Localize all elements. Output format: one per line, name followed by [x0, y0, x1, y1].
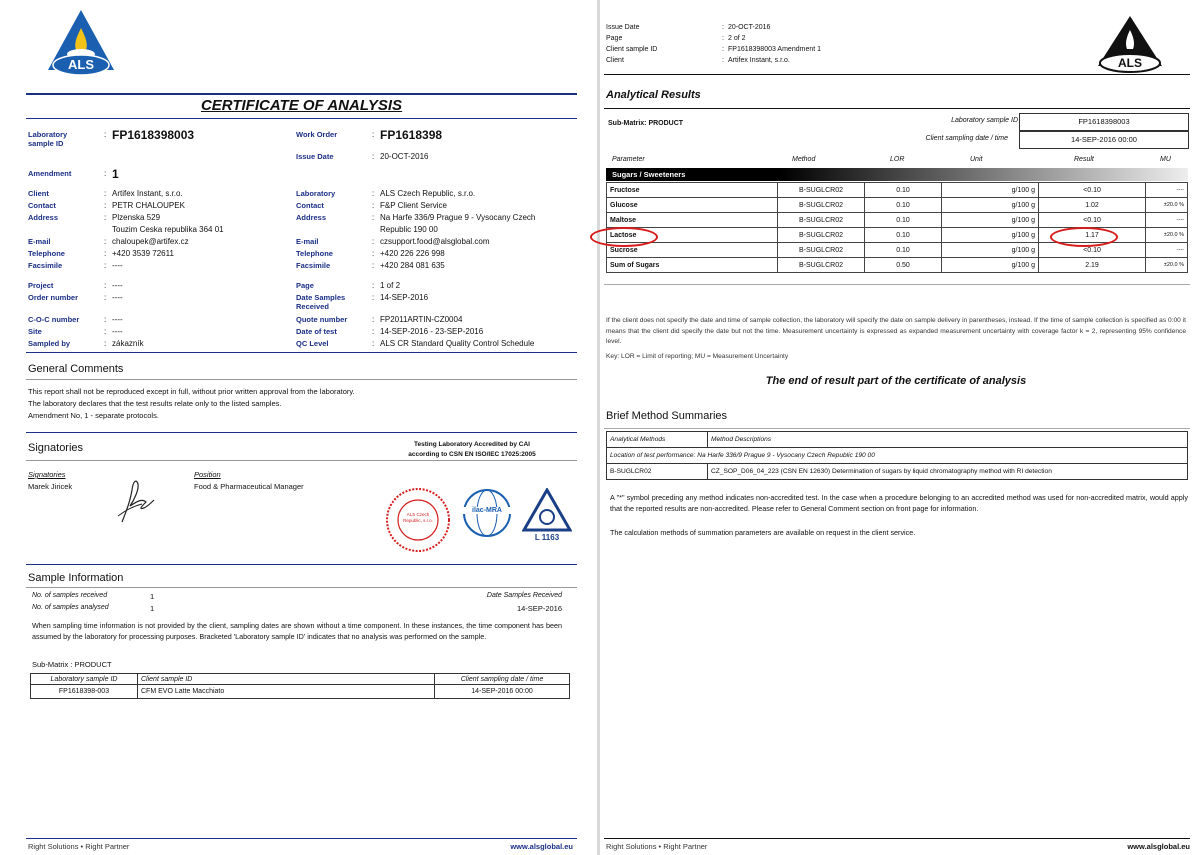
field-value: F&P Client Service — [380, 201, 447, 210]
table-header: Laboratory sample ID — [31, 674, 138, 685]
field-label: QC Level — [296, 339, 329, 348]
field-colon: : — [104, 293, 107, 302]
field-label: Site — [28, 327, 42, 336]
brief-method-title: Brief Method Summaries — [606, 410, 728, 422]
field-value: Touzim Ceska republika 364 01 — [112, 225, 224, 234]
field-colon: : — [372, 201, 375, 210]
signatories-column-label: Signatories — [28, 470, 66, 479]
footer-website-link[interactable]: www.alsglobal.eu — [510, 842, 573, 851]
als-stamp — [385, 487, 451, 553]
table-cell: B-SUGLCR02 — [607, 464, 708, 480]
field-colon: : — [372, 281, 375, 290]
result-unit-cell: g/100 g — [942, 258, 1039, 273]
result-lor-cell: 0.10 — [865, 183, 942, 198]
result-lor-cell: 0.10 — [865, 243, 942, 258]
header-colon: : — [722, 46, 724, 53]
result-param-cell: Glucose — [607, 198, 778, 213]
field-label: Order number — [28, 293, 79, 302]
header-colon: : — [722, 57, 724, 64]
section-rule — [604, 284, 1190, 285]
als-logo-text: ALS — [1118, 56, 1142, 70]
table-row — [31, 685, 570, 699]
footer-rule — [604, 838, 1190, 839]
field-label: Contact — [28, 201, 56, 210]
result-result-cell: <0.10 — [1039, 243, 1146, 258]
signatories-title: Signatories — [28, 442, 84, 454]
ilac-mra-logo — [462, 488, 512, 538]
sample-table — [30, 673, 570, 699]
field-value: ---- — [112, 281, 123, 290]
field-value: FP2011ARTIN-CZ0004 — [380, 315, 463, 324]
result-result-cell: <0.10 — [1039, 183, 1146, 198]
sub-matrix-label: Sub-Matrix: PRODUCT — [608, 120, 684, 127]
footer-website-link[interactable]: www.alsglobal.eu — [1127, 842, 1190, 851]
section-rule — [604, 428, 1190, 429]
client-date-value: 14-SEP-2016 00:00 — [1019, 131, 1189, 149]
result-unit-cell: g/100 g — [942, 243, 1039, 258]
field-colon: : — [372, 293, 375, 302]
signatories-rule — [26, 460, 577, 461]
header-label: Page — [606, 35, 623, 42]
field-label: Project — [28, 281, 54, 290]
field-label: Facsimile — [296, 261, 331, 270]
field-value: ---- — [112, 261, 123, 270]
title-rule-bottom — [26, 118, 577, 119]
field-label: Address — [296, 213, 327, 222]
non-accredited-note: A "*" symbol preceding any method indicates non-accredited test. In the case when a procedure belonging to an accredited method was used for non-accredited matrix, would apply that the reported results are non-accredited. Please refer to General Comment section on front page for information. — [610, 493, 1188, 513]
header-value: FP1618398003 Amendment 1 — [728, 46, 822, 53]
field-value: FP1618398003 — [112, 128, 195, 142]
result-lor-cell: 0.10 — [865, 198, 942, 213]
general-comment-1: This report shall not be reproduced except in full, without prior written approval from the laboratory. — [28, 387, 355, 396]
table-header: Client sample ID — [138, 674, 435, 685]
field-value: 1 of 2 — [380, 281, 401, 290]
result-method-cell: B-SUGLCR02 — [778, 243, 865, 258]
table-cell: 14-SEP-2016 00:00 — [435, 685, 570, 699]
result-mu-cell: ---- — [1146, 213, 1188, 228]
field-label: Laboratory — [296, 189, 336, 198]
signature-icon — [112, 472, 157, 524]
section-rule — [26, 352, 577, 353]
col-method: Method — [792, 156, 816, 163]
col-mu: MU — [1160, 156, 1171, 163]
field-label: Date Samples Received — [296, 293, 346, 311]
header-value: 20-OCT-2016 — [728, 24, 771, 31]
field-colon: : — [372, 249, 375, 258]
result-lor-cell: 0.50 — [865, 258, 942, 273]
result-param-cell: Sum of Sugars — [607, 258, 778, 273]
field-value: +420 226 226 998 — [380, 249, 445, 258]
result-unit-cell: g/100 g — [942, 213, 1039, 228]
field-label: Telephone — [28, 249, 65, 258]
result-result-cell: 1.02 — [1039, 198, 1146, 213]
end-of-results-text: The end of result part of the certificate of analysis — [765, 375, 1027, 387]
field-value: ---- — [112, 327, 123, 336]
field-value: Plzenska 529 — [112, 213, 161, 222]
field-value: ALS Czech Republic, s.r.o. — [380, 189, 476, 198]
field-label: Date of test — [296, 327, 337, 336]
field-value: czsupport.food@alsglobal.com — [380, 237, 490, 246]
lab-sample-label: Laboratory sample ID — [951, 117, 1018, 124]
field-label: Address — [28, 213, 59, 222]
footer-slogan: Right Solutions • Right Partner — [28, 842, 130, 851]
field-label: E-mail — [28, 237, 51, 246]
field-colon: : — [372, 189, 375, 198]
position-column-label: Position — [194, 470, 221, 479]
general-comment-3: Amendment No, 1 - separate protocols. — [28, 411, 159, 420]
header-label: Client sample ID — [606, 46, 658, 53]
table-row — [607, 258, 1188, 273]
field-value: ---- — [112, 293, 123, 302]
samples-received-label: No. of samples received — [32, 592, 108, 599]
date-received-value: 14-SEP-2016 — [516, 604, 562, 613]
field-label: Laboratory sample ID — [28, 130, 68, 148]
certificate-page-1 — [0, 0, 597, 855]
field-colon: : — [372, 339, 375, 348]
results-key: Key: LOR = Limit of reporting; MU = Measurement Uncertainty — [606, 353, 789, 360]
field-colon: : — [372, 130, 375, 139]
field-colon: : — [372, 152, 375, 161]
col-unit: Unit — [970, 156, 983, 163]
field-label: Facsimile — [28, 261, 63, 270]
analytical-results-title: Analytical Results — [606, 89, 701, 101]
col-result: Result — [1074, 156, 1094, 163]
col-lor: LOR — [890, 156, 905, 163]
client-date-label: Client sampling date / time — [925, 135, 1008, 142]
als-logo-text: ALS — [68, 57, 94, 72]
als-logo-black — [1092, 14, 1168, 74]
field-value: Republic 190 00 — [380, 225, 438, 234]
table-header-row — [31, 674, 570, 685]
field-colon: : — [372, 237, 375, 246]
title-rule-top — [26, 93, 577, 95]
field-colon: : — [104, 249, 107, 258]
field-value: PETR CHALOUPEK — [112, 201, 185, 210]
field-label: Contact — [296, 201, 324, 210]
result-unit-cell: g/100 g — [942, 228, 1039, 243]
field-value: chaloupek@artifex.cz — [112, 237, 189, 246]
sample-info-rule — [26, 587, 577, 588]
field-label: Sampled by — [28, 339, 71, 348]
table-cell: CZ_SOP_D06_04_223 (CSN EN 12630) Determination of sugars by liquid chromatography method with RI detection — [708, 464, 1188, 480]
result-lor-cell: 0.10 — [865, 213, 942, 228]
field-label: Amendment — [28, 169, 72, 178]
header-rule — [604, 74, 1190, 75]
lactose-highlight-ring — [590, 227, 658, 247]
field-label: Work Order — [296, 130, 338, 139]
table-header: Method Descriptions — [708, 432, 1188, 448]
result-mu-cell: ±20.0 % — [1146, 198, 1188, 213]
results-note: If the client does not specify the date and time of sample collection, the laboratory will specify the date on sample delivery in parentheses, instead. If the time of sample collection is specified as 0:00 it means that the client did specify the date but not the time. Measurement uncertainty is expressed as expanded measurement uncertainty with coverage factor k = 2, representing 95% confidence level. — [606, 317, 1186, 345]
header-label: Issue Date — [606, 24, 640, 31]
result-mu-cell: ---- — [1146, 243, 1188, 258]
samples-received-value: 1 — [150, 592, 155, 601]
result-method-cell: B-SUGLCR02 — [778, 183, 865, 198]
sample-info-note: When sampling time information is not provided by the client, sampling dates are shown without a time component. In these instances, the time component has been assumed by the laboratory for processing purposes. Bracketed 'Laboratory sample ID' indicates that no analysis was performed on the sample. — [32, 621, 562, 641]
cai-triangle-icon — [522, 488, 572, 532]
sub-matrix-label: Sub-Matrix : PRODUCT — [32, 660, 112, 669]
result-mu-cell: ---- — [1146, 183, 1188, 198]
field-colon: : — [104, 281, 107, 290]
field-label: Client — [28, 189, 49, 198]
field-value: FP1618398 — [380, 128, 443, 142]
field-value: 14-SEP-2016 - 23-SEP-2016 — [380, 327, 484, 336]
table-row — [607, 213, 1188, 228]
field-value: +420 284 081 635 — [380, 261, 445, 270]
lactose-result-highlight-ring — [1050, 227, 1118, 247]
stamp-text: ALS Czech Republic, s.r.o. — [403, 512, 433, 523]
field-colon: : — [372, 327, 375, 336]
result-unit-cell: g/100 g — [942, 198, 1039, 213]
certificate-page-2 — [600, 0, 1200, 855]
table-header: Analytical Methods — [607, 432, 708, 448]
samples-analysed-value: 1 — [150, 604, 155, 613]
table-header: Client sampling date / time — [435, 674, 570, 685]
table-cell: FP1618398-003 — [31, 685, 138, 699]
field-colon: : — [104, 213, 107, 222]
field-label: Issue Date — [296, 152, 334, 161]
samples-analysed-label: No. of samples analysed — [32, 604, 109, 611]
footer-rule — [26, 838, 577, 839]
field-colon: : — [372, 261, 375, 270]
field-colon: : — [104, 169, 107, 178]
sample-information-title: Sample Information — [28, 572, 124, 584]
header-colon: : — [722, 35, 724, 42]
general-comment-2: The laboratory declares that the test results relate only to the listed samples. — [28, 399, 282, 408]
general-comments-title: General Comments — [28, 363, 124, 375]
header-label: Client — [606, 57, 624, 64]
section-rule — [26, 564, 577, 565]
cai-logo — [522, 488, 572, 546]
field-colon: : — [104, 327, 107, 336]
field-colon: : — [104, 315, 107, 324]
date-received-label: Date Samples Received — [486, 592, 562, 599]
field-value: Na Harfe 336/9 Prague 9 - Vysocany Czech — [380, 213, 536, 222]
group-header: Sugars / Sweeteners — [606, 168, 1188, 181]
field-label: E-mail — [296, 237, 319, 246]
field-colon: : — [104, 189, 107, 198]
result-result-cell: 1.17 — [1039, 228, 1146, 243]
header-colon: : — [722, 24, 724, 31]
field-label: Page — [296, 281, 314, 290]
field-colon: : — [104, 261, 107, 270]
section-rule — [604, 108, 1190, 109]
field-label: Quote number — [296, 315, 348, 324]
col-parameter: Parameter — [612, 156, 645, 163]
table-header-row — [607, 432, 1188, 448]
ilac-text: ilac-MRA — [462, 507, 512, 514]
result-lor-cell: 0.10 — [865, 228, 942, 243]
field-colon: : — [104, 130, 107, 139]
field-label: C-O-C number — [28, 315, 80, 324]
field-colon: : — [104, 237, 107, 246]
result-mu-cell: ±20.0 % — [1146, 258, 1188, 273]
result-param-cell: Lactose — [607, 228, 778, 243]
header-value: Artifex Instant, s.r.o. — [728, 57, 790, 64]
table-row — [607, 464, 1188, 480]
field-value: 14-SEP-2016 — [380, 293, 429, 302]
field-value: +420 3539 72611 — [112, 249, 174, 258]
table-row — [607, 183, 1188, 198]
result-result-cell: 2.19 — [1039, 258, 1146, 273]
result-result-cell: <0.10 — [1039, 213, 1146, 228]
cai-number: L 1163 — [534, 533, 560, 542]
lab-sample-value: FP1618398003 — [1019, 113, 1189, 131]
field-colon: : — [372, 213, 375, 222]
field-value: 1 — [112, 167, 119, 181]
result-param-cell: Sucrose — [607, 243, 778, 258]
summation-note: The calculation methods of summation parameters are available on request in the client service. — [610, 528, 916, 537]
location-cell: Location of test performance: Na Harfe 336/9 Prague 9 - Vysocany Czech Republic 190 00 — [607, 448, 1188, 464]
header-value: 2 of 2 — [728, 35, 746, 42]
table-cell: CFM EVO Latte Macchiato — [138, 685, 435, 699]
field-colon: : — [372, 315, 375, 324]
result-param-cell: Maltose — [607, 213, 778, 228]
signatory-name: Marek Jiricek — [28, 482, 73, 491]
field-value: ---- — [112, 315, 123, 324]
result-method-cell: B-SUGLCR02 — [778, 258, 865, 273]
result-method-cell: B-SUGLCR02 — [778, 198, 865, 213]
field-value: 20-OCT-2016 — [380, 152, 429, 161]
field-value: ALS CR Standard Quality Control Schedule — [380, 339, 535, 348]
table-row — [607, 198, 1188, 213]
result-unit-cell: g/100 g — [942, 183, 1039, 198]
field-colon: : — [104, 201, 107, 210]
result-param-cell: Fructose — [607, 183, 778, 198]
signatory-position: Food & Pharmaceutical Manager — [194, 482, 304, 491]
footer-slogan: Right Solutions • Right Partner — [606, 842, 708, 851]
result-mu-cell: ±20.0 % — [1146, 228, 1188, 243]
field-label: Telephone — [296, 249, 333, 258]
general-comments-rule — [26, 379, 577, 380]
table-row — [607, 448, 1188, 464]
result-method-cell: B-SUGLCR02 — [778, 228, 865, 243]
field-value: Artifex Instant, s.r.o. — [112, 189, 183, 198]
field-value: zákazník — [112, 339, 144, 348]
als-logo — [44, 8, 118, 78]
section-rule — [26, 432, 577, 433]
accreditation-text: Testing Laboratory Accredited by CAI according to CSN EN ISO/IEC 17025:2005 — [408, 441, 536, 458]
result-method-cell: B-SUGLCR02 — [778, 213, 865, 228]
method-table — [606, 431, 1188, 480]
field-colon: : — [104, 339, 107, 348]
certificate-title: CERTIFICATE OF ANALYSIS — [200, 97, 403, 114]
